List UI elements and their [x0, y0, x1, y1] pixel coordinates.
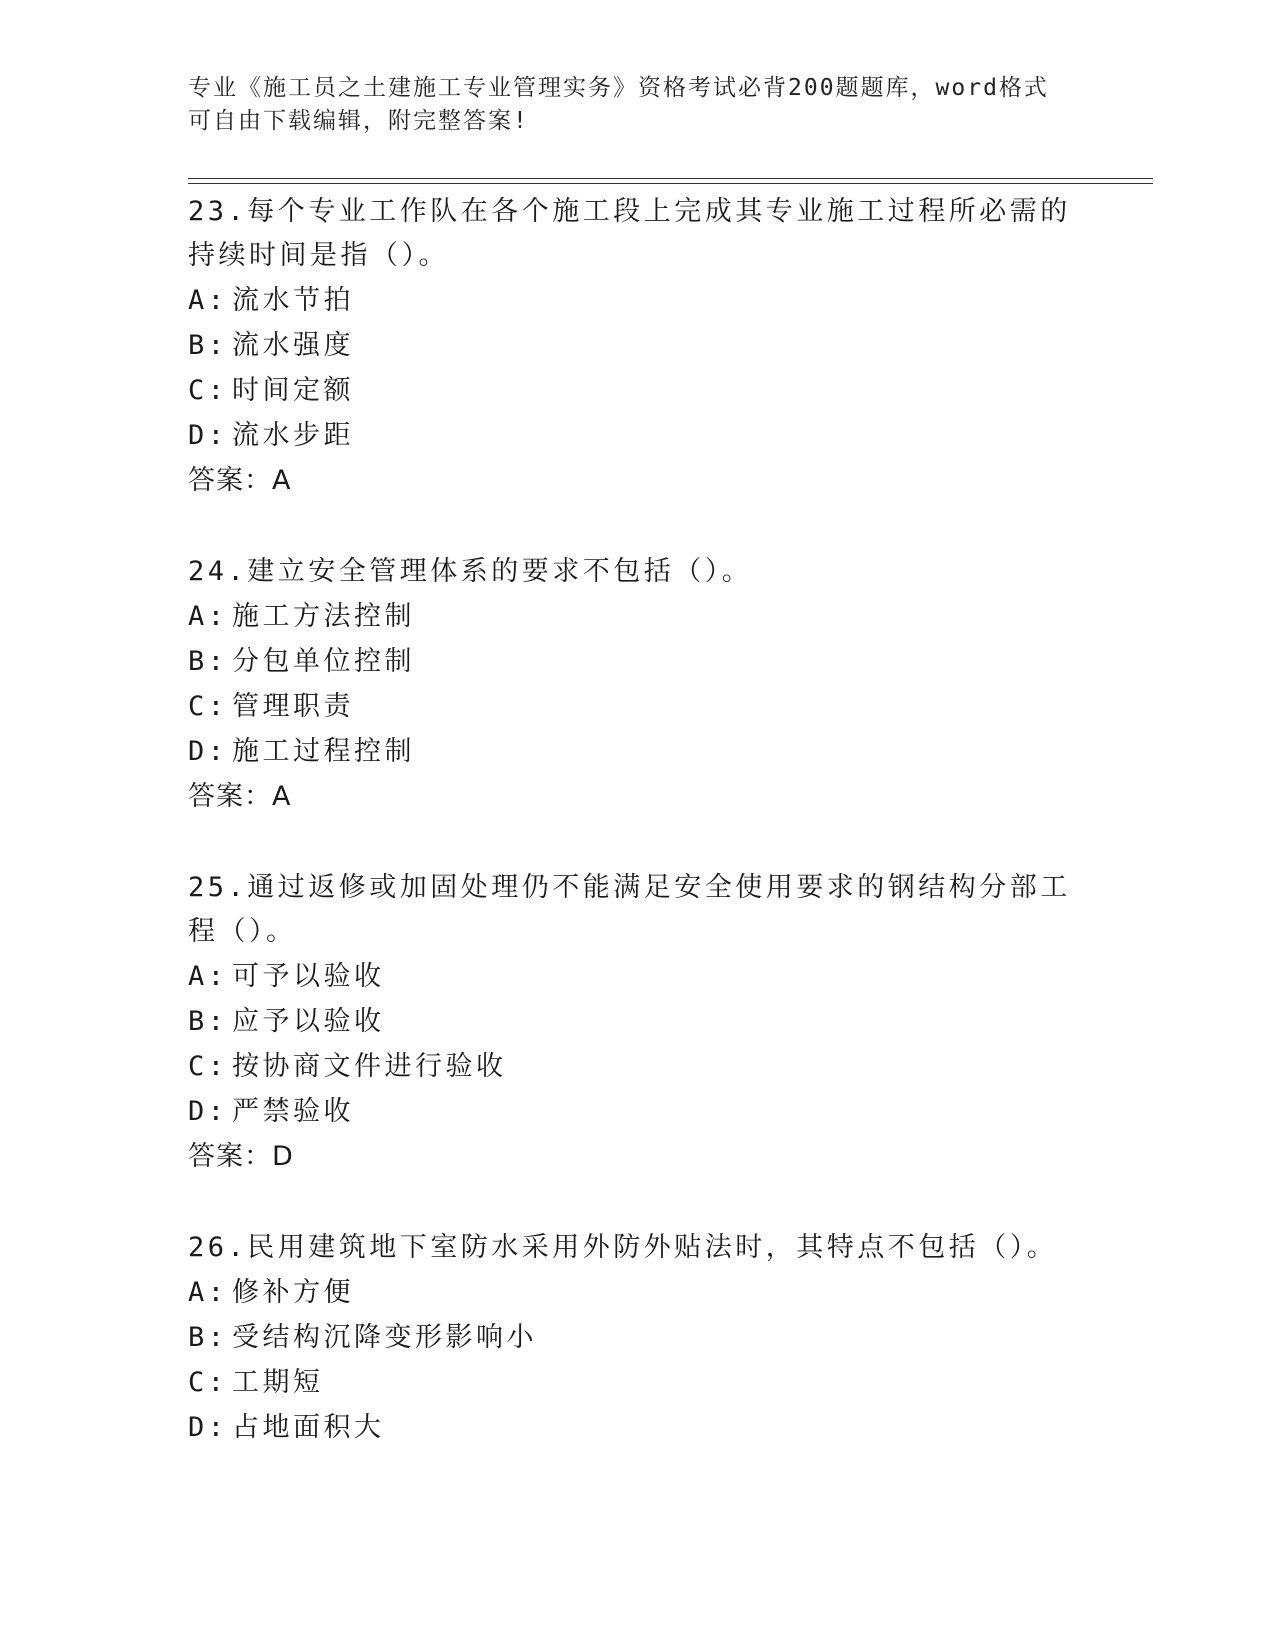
option-letter: B: — [188, 1322, 228, 1353]
option-c — [188, 1360, 1088, 1405]
option-text: 修补方便 — [232, 1277, 354, 1308]
option-text: 严禁验收 — [232, 1096, 354, 1127]
option-letter: A: — [188, 961, 228, 992]
option-letter: C: — [188, 691, 228, 722]
option-text: 应予以验收 — [232, 1006, 385, 1037]
option-c — [188, 368, 1088, 413]
question-stem: 24.建立安全管理体系的要求不包括（）。 — [188, 556, 753, 587]
answer-line: 答案：D — [188, 1141, 294, 1172]
option-b — [188, 999, 1088, 1044]
option-d — [188, 1089, 1088, 1134]
option-letter: C: — [188, 375, 228, 406]
option-letter: D: — [188, 420, 228, 451]
option-text: 流水节拍 — [232, 285, 354, 316]
option-b — [188, 639, 1088, 684]
question-26 — [188, 1226, 1088, 1450]
option-text: 按协商文件进行验收 — [232, 1051, 507, 1082]
option-c — [188, 1044, 1088, 1089]
option-letter: A: — [188, 285, 228, 316]
option-text: 管理职责 — [232, 691, 354, 722]
option-letter: B: — [188, 1006, 228, 1037]
option-text: 流水步距 — [232, 420, 354, 451]
question-25 — [188, 866, 1088, 1180]
question-stem: 23.每个专业工作队在各个施工段上完成其专业施工过程所必需的持续时间是指（）。 — [188, 196, 1071, 271]
document-header: 专业《施工员之土建施工专业管理实务》资格考试必背200题题库，word格式可自由下载编辑，附完整答案! — [188, 75, 1049, 134]
header-divider-top — [188, 178, 1153, 179]
option-text: 占地面积大 — [232, 1412, 385, 1443]
option-b — [188, 1315, 1088, 1360]
option-text: 可予以验收 — [232, 961, 385, 992]
question-stem: 25.通过返修或加固处理仍不能满足安全使用要求的钢结构分部工程（）。 — [188, 872, 1071, 947]
option-letter: C: — [188, 1367, 228, 1398]
option-letter: C: — [188, 1051, 228, 1082]
option-letter: D: — [188, 1096, 228, 1127]
question-stem: 26.民用建筑地下室防水采用外防外贴法时，其特点不包括（）。 — [188, 1232, 1058, 1263]
option-text: 工期短 — [232, 1367, 324, 1398]
option-a — [188, 278, 1088, 323]
question-24 — [188, 550, 1088, 820]
option-text: 施工过程控制 — [232, 736, 415, 767]
question-23 — [188, 190, 1088, 504]
option-letter: A: — [188, 601, 228, 632]
option-a — [188, 594, 1088, 639]
option-text: 施工方法控制 — [232, 601, 415, 632]
option-letter: D: — [188, 736, 228, 767]
option-text: 时间定额 — [232, 375, 354, 406]
option-letter: D: — [188, 1412, 228, 1443]
option-text: 流水强度 — [232, 330, 354, 361]
header-divider-bottom — [188, 183, 1153, 184]
option-a — [188, 1270, 1088, 1315]
option-letter: B: — [188, 330, 228, 361]
answer-line: 答案：A — [188, 465, 292, 496]
option-d — [188, 413, 1088, 458]
option-letter: B: — [188, 646, 228, 677]
option-letter: A: — [188, 1277, 228, 1308]
option-text: 受结构沉降变形影响小 — [232, 1322, 537, 1353]
question-list — [188, 190, 1088, 1496]
option-text: 分包单位控制 — [232, 646, 415, 677]
option-c — [188, 684, 1088, 729]
option-d — [188, 1405, 1088, 1450]
option-d — [188, 729, 1088, 774]
option-a — [188, 954, 1088, 999]
option-b — [188, 323, 1088, 368]
answer-line: 答案：A — [188, 781, 292, 812]
